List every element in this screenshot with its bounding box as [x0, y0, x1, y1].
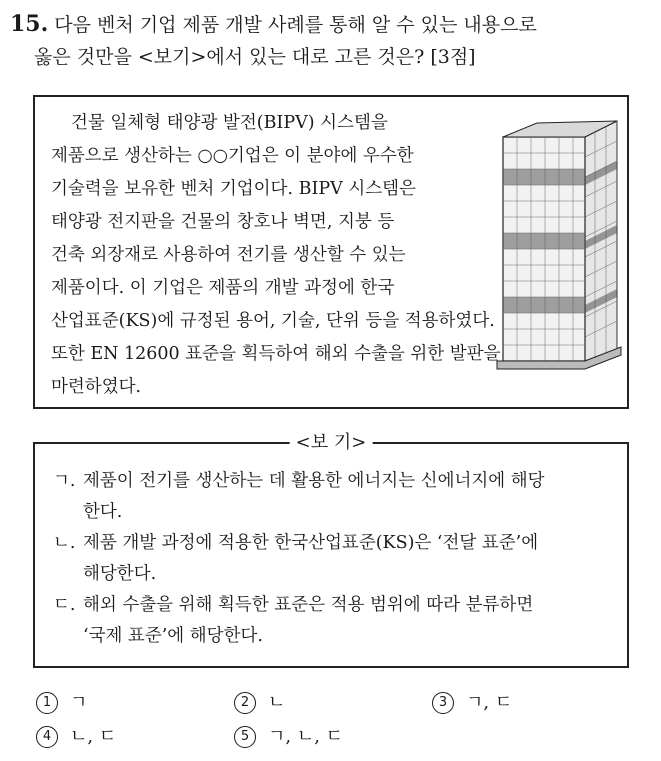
- bogi-item-text: [83, 466, 619, 528]
- choice-text: ㄱ, ㄴ, ㄷ: [268, 726, 344, 747]
- bogi-items: [53, 466, 619, 652]
- passage-line: 건축 외장재로 사용하여 전기를 생산할 수 있는: [51, 245, 406, 265]
- bogi-item-label: ㄴ.: [53, 533, 76, 553]
- choice-text: ㄱ, ㄷ: [466, 692, 513, 713]
- bogi-item-line: 해외 수출을 위해 획득한 표준은 적용 범위에 따라 분류하면: [83, 595, 534, 615]
- passage-line: 기술력을 보유한 벤처 기업이다. BIPV 시스템은: [51, 179, 416, 199]
- question-number: 15.: [10, 11, 49, 37]
- choice-2[interactable]: [234, 688, 285, 718]
- bogi-item-label: ㄷ.: [53, 595, 76, 615]
- choice-text: ㄴ, ㄷ: [70, 726, 117, 747]
- bogi-item-line: 한다.: [83, 502, 123, 522]
- passage-line: 마련하였다.: [51, 377, 142, 397]
- question-line-1: [10, 8, 650, 41]
- bogi-item: [53, 590, 619, 652]
- choice-text: ㄱ: [70, 692, 88, 713]
- bogi-title: <보 기>: [290, 430, 373, 456]
- passage-line: 또한 EN 12600 표준을 획득하여 해외 수출을 위한 발판을: [51, 344, 501, 364]
- question-stem-line-2: 옳은 것만을 <보기>에서 있는 대로 고른 것은? [3점]: [34, 46, 476, 68]
- bogi-item: [53, 466, 619, 528]
- passage-line: 제품으로 생산하는 ○○기업은 이 분야에 우수한: [51, 146, 414, 166]
- passage-line: 제품이다. 이 기업은 제품의 개발 과정에 한국: [51, 278, 395, 298]
- bogi-item-text: [83, 590, 619, 652]
- choice-number: 2: [234, 692, 256, 714]
- bogi-item-line: ‘국제 표준’에 해당한다.: [83, 626, 263, 646]
- passage-box: [33, 95, 629, 409]
- choice-5[interactable]: [234, 722, 343, 752]
- choice-3[interactable]: [432, 688, 512, 718]
- choice-text: ㄴ: [268, 692, 286, 713]
- passage-line: 태양광 전지판을 건물의 창호나 벽면, 지붕 등: [51, 212, 395, 232]
- choice-number: 5: [234, 726, 256, 748]
- bipv-building-illustration: [493, 117, 623, 377]
- question-header: [10, 8, 650, 73]
- bogi-item: [53, 528, 619, 590]
- choice-number: 4: [36, 726, 58, 748]
- question-stem-line-1: 다음 벤처 기업 제품 개발 사례를 통해 알 수 있는 내용으로: [54, 14, 537, 36]
- choice-1[interactable]: [36, 688, 87, 718]
- bogi-box: [33, 432, 629, 668]
- bogi-item-text: [83, 528, 619, 590]
- bogi-item-line: 제품이 전기를 생산하는 데 활용한 에너지는 신에너지에 해당: [83, 471, 545, 491]
- bogi-item-line: 해당한다.: [83, 564, 157, 584]
- passage-line: 건물 일체형 태양광 발전(BIPV) 시스템을: [71, 113, 388, 133]
- choice-number: 1: [36, 692, 58, 714]
- passage-line: 산업표준(KS)에 규정된 용어, 기술, 단위 등을 적용하였다.: [51, 311, 495, 331]
- choice-number: 3: [432, 692, 454, 714]
- bogi-item-label: ㄱ.: [53, 471, 76, 491]
- bogi-item-line: 제품 개발 과정에 적용한 한국산업표준(KS)은 ‘전달 표준’에: [83, 533, 539, 553]
- choice-4[interactable]: [36, 722, 116, 752]
